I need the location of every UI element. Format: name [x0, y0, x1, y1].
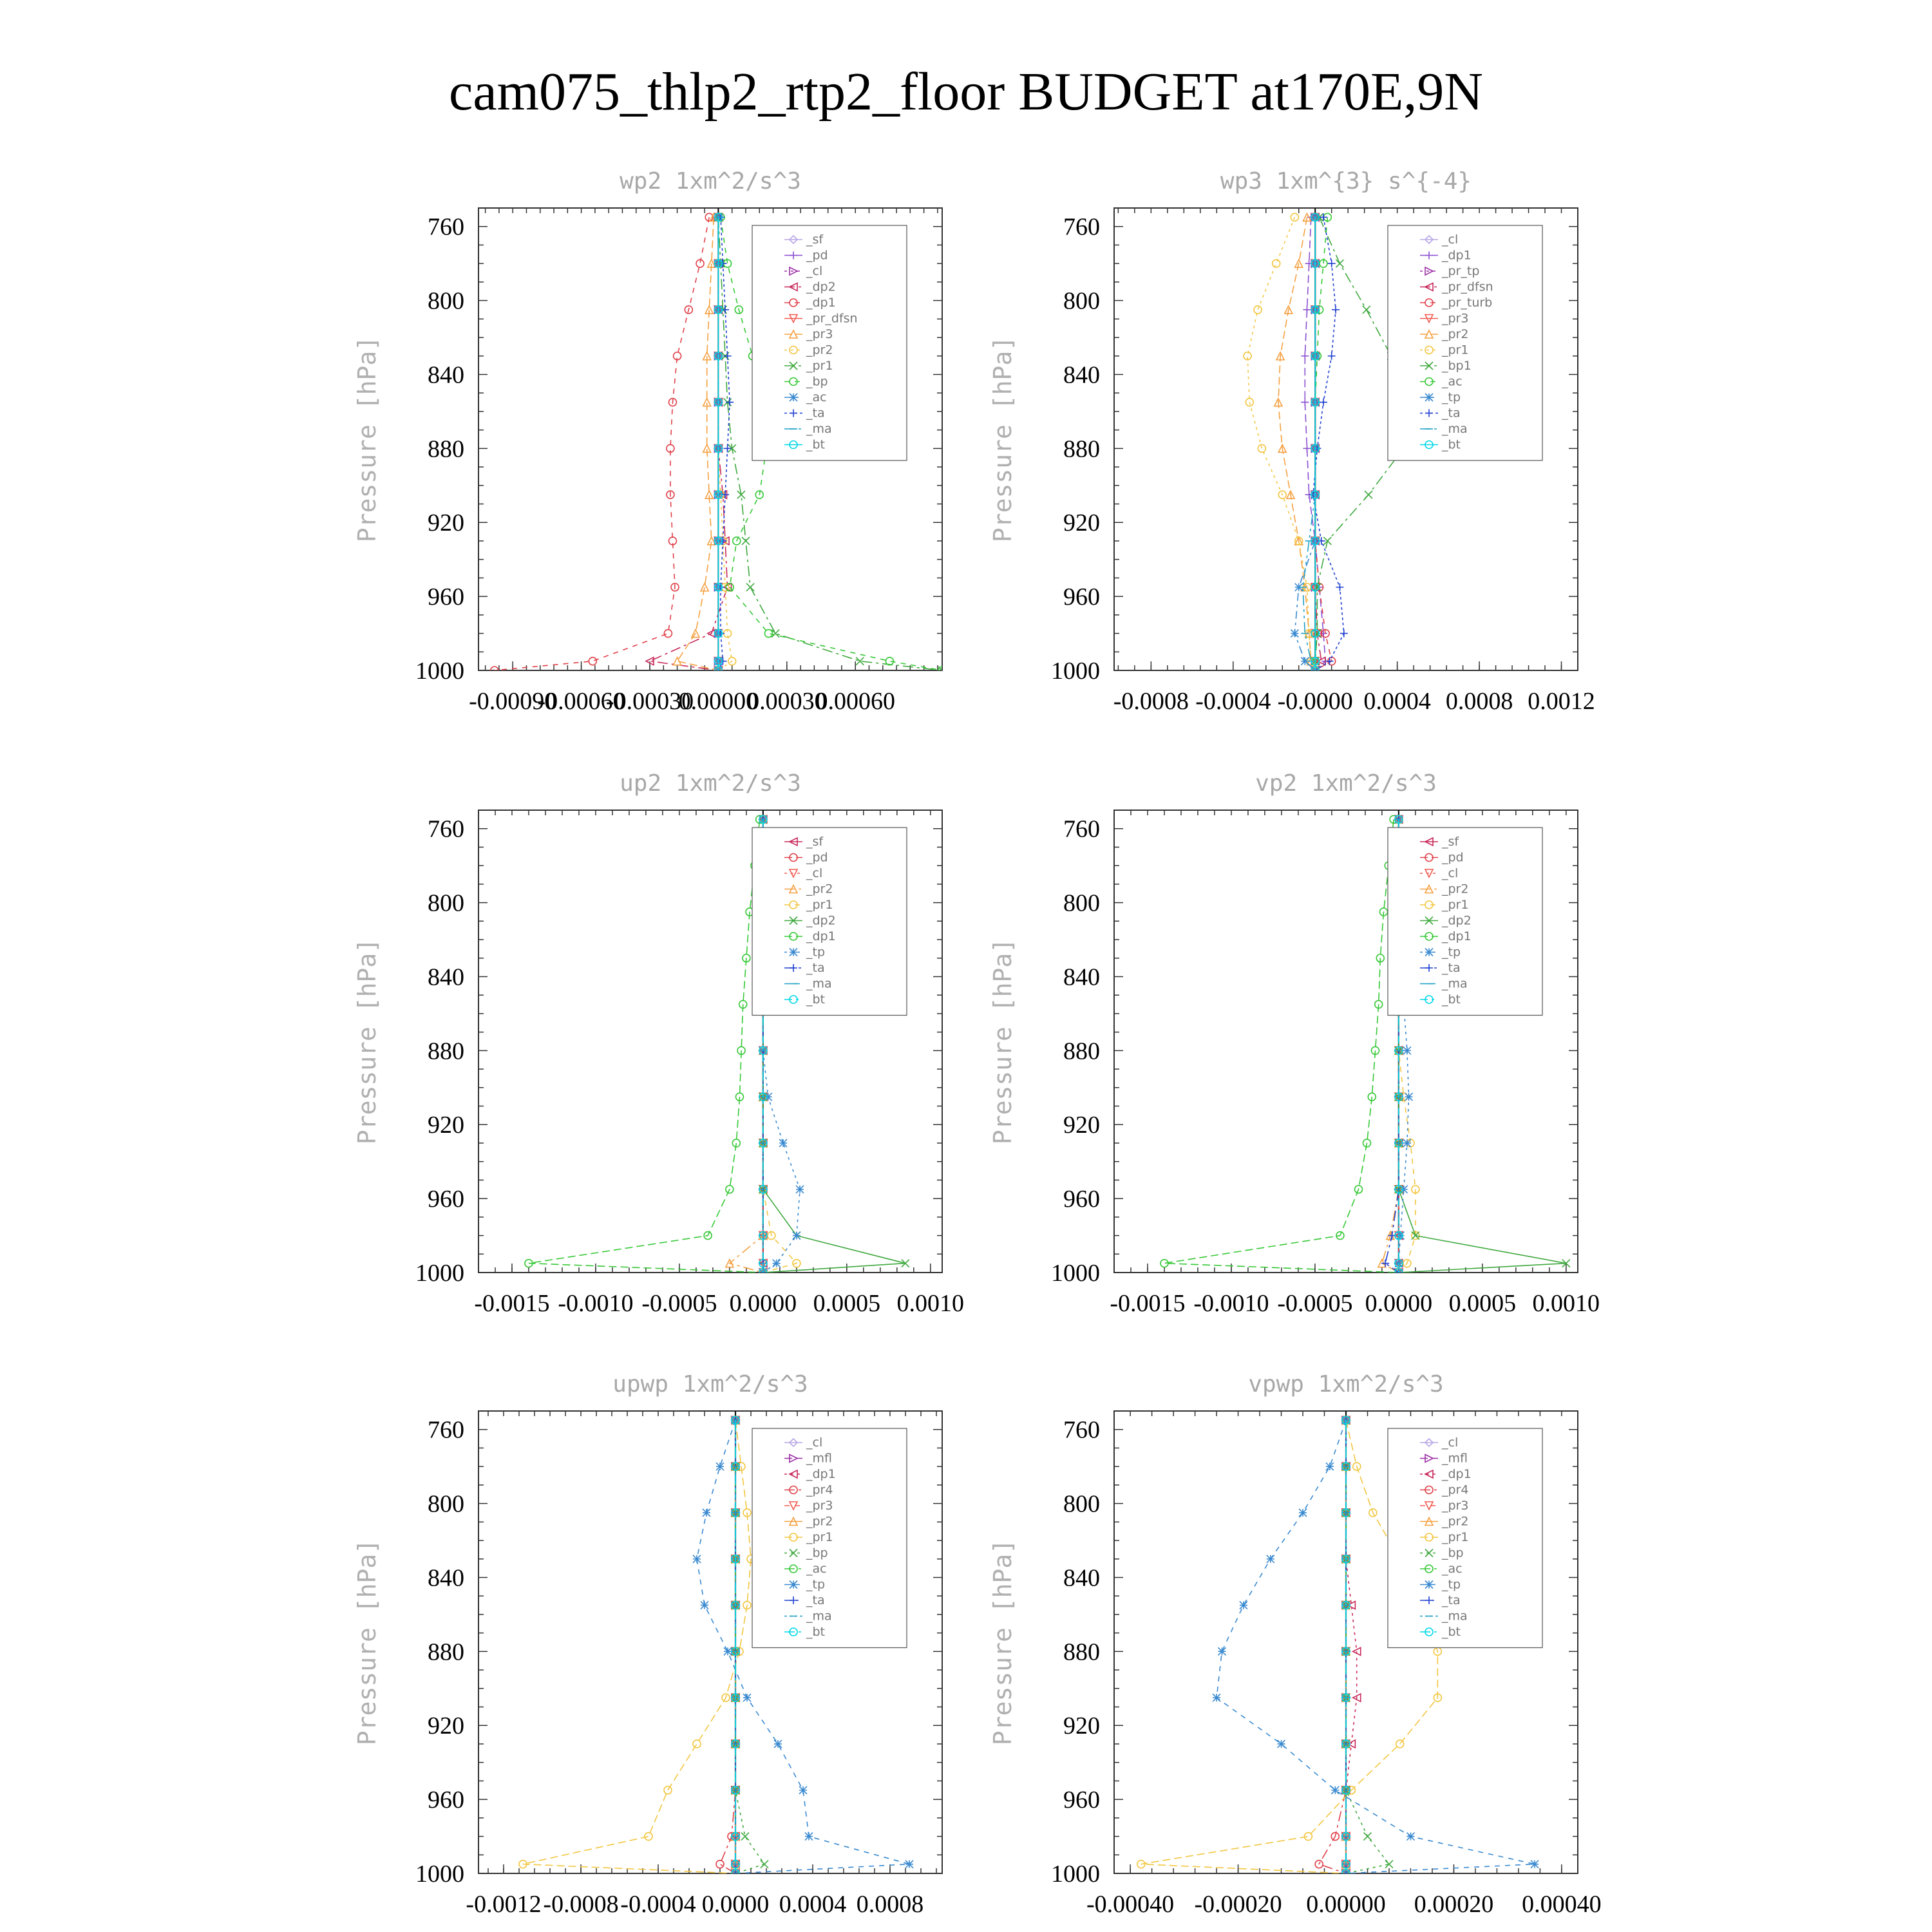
x-tick-label: -0.0010: [1193, 1290, 1269, 1317]
data-point: [645, 1833, 652, 1841]
data-point: [793, 1232, 800, 1240]
legend-entry: _dp1: [806, 1467, 836, 1481]
legend-entry: _pr1: [806, 1530, 833, 1544]
y-tick-label: 760: [1063, 815, 1100, 843]
y-tick-label: 800: [428, 889, 464, 917]
legend-entry: _bp: [1442, 1546, 1464, 1560]
data-point: [1363, 306, 1370, 314]
y-tick-label: 760: [428, 1416, 464, 1444]
series-line-pr4: [720, 1420, 735, 1873]
legend-entry: _pr2: [1442, 1514, 1469, 1529]
x-tick-label: -0.0005: [1277, 1290, 1353, 1317]
data-point: [779, 1139, 787, 1147]
x-tick-label: -0.0015: [1110, 1290, 1186, 1317]
panel-1: [353, 168, 946, 715]
data-point: [761, 1861, 768, 1868]
legend-entry: _ta: [1442, 961, 1461, 975]
x-tick-label: 0.0000: [1365, 1290, 1433, 1317]
legend-entry: _pr1: [806, 898, 833, 912]
data-point: [1258, 444, 1265, 452]
panel-title: vp2 1xm^2/s^3: [1255, 770, 1437, 797]
legend-entry: _ac: [1442, 374, 1463, 389]
x-tick-label: -0.00060: [537, 688, 625, 715]
legend-entry: _pd: [806, 850, 828, 865]
y-tick-label: 880: [428, 1638, 464, 1666]
data-point: [1273, 260, 1280, 267]
legend-entry: _bt: [1442, 992, 1461, 1007]
y-tick-label: 760: [428, 213, 464, 241]
legend-entry: _sf: [806, 835, 824, 849]
data-point: [1303, 306, 1311, 314]
legend-entry: _tp: [1442, 1577, 1461, 1592]
x-tick-label: -0.0008: [543, 1891, 619, 1918]
legend-entry: _pr2: [1442, 882, 1469, 896]
series-line-dp2: [650, 217, 728, 670]
data-point: [693, 1740, 701, 1748]
legend-entry: _pr_tp: [1442, 264, 1480, 278]
legend-entry: _sf: [806, 232, 824, 247]
figure-title: cam075_thlp2_rtp2_floor BUDGET at170E,9N: [449, 62, 1483, 122]
y-tick-label: 800: [1063, 889, 1100, 917]
panel-2: [989, 168, 1595, 715]
x-tick-label: 0.0010: [1532, 1290, 1600, 1317]
legend-entry: _pr1: [1442, 343, 1469, 357]
data-point: [1328, 352, 1336, 360]
legend-entry: _pd: [806, 248, 828, 263]
legend-entry: _bt: [1442, 437, 1461, 452]
legend-entry: _dp1: [1442, 1467, 1472, 1481]
legend-entry: _ma: [1442, 1609, 1468, 1624]
x-tick-label: -0.00040: [1086, 1891, 1175, 1918]
panel-3: [353, 770, 964, 1317]
legend-entry: _pr4: [1442, 1482, 1469, 1497]
x-tick-label: 0.00040: [1522, 1891, 1602, 1918]
legend-marker: [790, 393, 797, 401]
series-line-pr2: [1278, 217, 1315, 670]
x-tick-label: 0.0012: [1528, 688, 1595, 715]
data-point: [743, 1694, 751, 1701]
x-tick-label: 0.00000: [678, 688, 759, 715]
x-tick-label: 0.0004: [779, 1891, 847, 1918]
x-tick-label: -0.0000: [1277, 688, 1353, 715]
y-tick-label: 960: [1063, 1786, 1100, 1814]
panel-title: vpwp 1xm^2/s^3: [1248, 1371, 1444, 1397]
series-line-dp1: [529, 819, 763, 1273]
legend-entry: _pr3: [806, 1499, 833, 1513]
data-point: [589, 658, 596, 665]
y-tick-label: 880: [1063, 435, 1100, 463]
data-point: [716, 1861, 724, 1868]
data-point: [746, 583, 754, 591]
y-tick-label: 920: [1063, 509, 1100, 537]
data-point: [1332, 306, 1340, 314]
x-tick-label: -0.0012: [466, 1891, 542, 1918]
legend-entry: _ma: [1442, 422, 1468, 436]
series-line-pr3: [677, 217, 719, 670]
y-tick-label: 920: [428, 509, 464, 537]
panel-title: wp2 1xm^2/s^3: [620, 168, 801, 194]
data-point: [774, 1740, 782, 1748]
legend-entry: _dp2: [806, 913, 836, 928]
legend-entry: _cl: [806, 1435, 823, 1450]
y-tick-label: 920: [1063, 1112, 1100, 1139]
x-tick-label: 0.0000: [701, 1891, 770, 1918]
legend-entry: _pr1: [1442, 898, 1469, 912]
legend-entry: _dp2: [806, 279, 836, 294]
x-tick-label: -0.0004: [1195, 688, 1271, 715]
legend-entry: _pr3: [1442, 311, 1469, 326]
legend-entry: _pd: [1442, 850, 1464, 865]
y-tick-label: 1000: [415, 1260, 464, 1287]
y-tick-label: 1000: [1051, 1861, 1100, 1888]
x-tick-label: 0.00030: [747, 688, 827, 715]
data-point: [1336, 583, 1343, 591]
legend-entry: _cl: [1442, 866, 1459, 880]
legend-entry: _pr4: [806, 1482, 833, 1497]
legend-entry: _bp: [806, 374, 828, 389]
legend-entry: _cl: [1442, 1435, 1459, 1450]
panel-title: wp3 1xm^{3} s^{-4}: [1220, 168, 1472, 194]
data-point: [1336, 260, 1343, 267]
y-tick-label: 840: [1063, 963, 1100, 991]
x-tick-label: -0.00030: [605, 688, 694, 715]
y-axis-label: Pressure [hPa]: [989, 336, 1017, 543]
data-point: [905, 1861, 913, 1868]
legend-entry: _dp2: [1442, 913, 1472, 928]
legend-entry: _ma: [806, 422, 832, 436]
panel-title: up2 1xm^2/s^3: [620, 770, 801, 797]
data-point: [764, 630, 772, 638]
y-tick-label: 920: [428, 1712, 464, 1740]
x-tick-label: -0.00090: [469, 688, 557, 715]
y-tick-label: 1000: [415, 658, 464, 685]
data-point: [1213, 1694, 1220, 1701]
y-tick-label: 840: [428, 1564, 464, 1592]
y-tick-label: 800: [428, 287, 464, 315]
legend-entry: _bp: [806, 1546, 828, 1560]
data-point: [1353, 1647, 1361, 1655]
legend-entry: _ma: [806, 976, 832, 991]
legend-entry: _bt: [1442, 1625, 1461, 1639]
legend-entry: _tp: [1442, 390, 1461, 404]
data-point: [796, 1186, 804, 1193]
legend-entry: _cl: [806, 264, 823, 278]
legend-entry: _mfl: [806, 1451, 832, 1466]
y-tick-label: 880: [1063, 1638, 1100, 1666]
data-point: [1331, 1786, 1339, 1794]
data-point: [1254, 306, 1262, 314]
legend-entry: _pr1: [806, 359, 833, 373]
legend-entry: _pr1: [1442, 1530, 1469, 1544]
legend-entry: _tp: [806, 1577, 826, 1592]
data-point: [773, 1260, 781, 1267]
legend-entry: _mfl: [1442, 1451, 1468, 1466]
legend-entry: _pr2: [806, 343, 833, 357]
y-tick-label: 920: [1063, 1712, 1100, 1740]
data-point: [703, 1509, 710, 1517]
y-tick-label: 1000: [415, 1861, 464, 1888]
y-tick-label: 840: [1063, 361, 1100, 389]
legend-entry: _bp1: [1442, 359, 1472, 373]
x-tick-label: 0.0010: [896, 1290, 965, 1317]
data-point: [1396, 1740, 1404, 1748]
series-line-dp1: [1346, 1420, 1357, 1873]
data-point: [1340, 630, 1348, 638]
y-axis-label: Pressure [hPa]: [353, 336, 381, 543]
legend-entry: _pr_turb: [1442, 296, 1493, 310]
legend-entry: _tp: [1442, 945, 1461, 960]
x-tick-label: 0.00020: [1414, 1891, 1494, 1918]
series-line-dp1: [1164, 819, 1399, 1273]
series-line-ta: [718, 217, 730, 670]
legend-entry: _bt: [806, 992, 826, 1007]
y-tick-label: 1000: [1051, 658, 1100, 685]
series-line-tp: [1294, 217, 1315, 670]
y-tick-label: 920: [428, 1112, 464, 1139]
legend-entry: _dp1: [1442, 248, 1472, 263]
legend-entry: _ta: [1442, 406, 1461, 421]
y-axis-label: Pressure [hPa]: [353, 1539, 381, 1746]
y-tick-label: 800: [1063, 1490, 1100, 1518]
data-point: [1363, 1833, 1371, 1841]
panel-5: [353, 1371, 942, 1918]
data-point: [664, 630, 672, 638]
series-line-pr4: [1319, 1420, 1346, 1873]
data-point: [799, 1786, 807, 1794]
legend-entry: _ac: [806, 1562, 827, 1576]
series-line-pr1: [523, 1420, 751, 1873]
legend-entry: _ta: [806, 406, 825, 421]
legend-entry: _pr2: [806, 1514, 833, 1529]
y-tick-label: 840: [428, 963, 464, 991]
data-point: [716, 1463, 724, 1470]
legend-marker: [790, 949, 797, 956]
y-tick-label: 880: [1063, 1037, 1100, 1065]
x-tick-label: -0.00020: [1194, 1891, 1282, 1918]
data-point: [724, 352, 732, 360]
data-point: [1365, 491, 1372, 498]
y-tick-label: 800: [428, 1490, 464, 1518]
y-tick-label: 960: [428, 1186, 464, 1213]
legend-entry: _ma: [1442, 976, 1468, 991]
data-point: [1278, 1740, 1285, 1748]
x-tick-label: 0.00060: [815, 688, 895, 715]
panel-title: upwp 1xm^2/s^3: [612, 1371, 808, 1397]
x-tick-label: 0.00000: [1306, 1891, 1386, 1918]
y-tick-label: 840: [1063, 1564, 1100, 1592]
data-point: [805, 1833, 813, 1841]
x-tick-label: 0.0005: [813, 1290, 881, 1317]
data-point: [724, 444, 732, 452]
y-tick-label: 760: [428, 815, 464, 843]
legend-marker: [1425, 1581, 1433, 1589]
panel-6: [989, 1371, 1602, 1918]
panel-4: [989, 770, 1600, 1317]
legend-entry: _pr2: [806, 882, 833, 896]
series-line-ma: [1303, 217, 1315, 670]
legend-entry: _ta: [1442, 1593, 1461, 1607]
x-tick-label: 0.0004: [1363, 688, 1431, 715]
y-tick-label: 760: [1063, 213, 1100, 241]
legend-entry: _ta: [806, 961, 825, 975]
data-point: [1301, 352, 1309, 360]
data-point: [693, 1555, 701, 1563]
legend-entry: _ma: [806, 1609, 832, 1624]
y-tick-label: 960: [1063, 1186, 1100, 1213]
data-point: [1403, 1046, 1411, 1054]
x-tick-label: -0.0004: [620, 1891, 696, 1918]
legend-entry: _pr_dfsn: [806, 311, 858, 326]
y-tick-label: 880: [428, 1037, 464, 1065]
y-axis-label: Pressure [hPa]: [989, 938, 1017, 1145]
legend-marker: [1425, 949, 1433, 956]
data-point: [1240, 1602, 1247, 1609]
data-point: [741, 1833, 749, 1841]
series-line-pr2: [718, 217, 732, 670]
x-tick-label: -0.0008: [1113, 688, 1189, 715]
data-point: [1326, 658, 1334, 665]
legend-entry: _ta: [806, 1593, 825, 1607]
legend-entry: _dp1: [806, 929, 836, 943]
y-tick-label: 840: [428, 361, 464, 389]
y-tick-label: 960: [428, 1786, 464, 1814]
legend-entry: _dp1: [806, 296, 836, 310]
data-point: [1299, 1509, 1307, 1517]
legend-entry: _ac: [1442, 1562, 1463, 1576]
legend-entry: _dp1: [1442, 929, 1472, 943]
legend-entry: _bt: [806, 437, 826, 452]
x-tick-label: 0.0000: [729, 1290, 797, 1317]
y-tick-label: 800: [1063, 287, 1100, 315]
data-point: [674, 658, 681, 665]
legend-entry: _sf: [1442, 835, 1459, 849]
y-tick-label: 880: [428, 435, 464, 463]
data-point: [1320, 399, 1327, 406]
series-line-dp1: [495, 217, 709, 670]
data-point: [724, 1647, 732, 1655]
y-axis-label: Pressure [hPa]: [989, 1539, 1017, 1746]
data-point: [1303, 444, 1311, 452]
y-tick-label: 960: [1063, 583, 1100, 611]
data-point: [1301, 399, 1309, 406]
data-point: [1326, 1463, 1334, 1470]
x-tick-label: 0.0005: [1448, 1290, 1517, 1317]
legend-marker: [1425, 393, 1433, 401]
data-point: [1405, 1093, 1412, 1101]
legend-entry: _pr_dfsn: [1442, 279, 1493, 294]
legend-entry: _ac: [806, 390, 827, 404]
data-point: [701, 1602, 708, 1609]
x-tick-label: 0.0008: [1445, 688, 1513, 715]
data-point: [726, 399, 734, 406]
data-point: [1403, 1139, 1411, 1147]
data-point: [701, 583, 708, 591]
x-tick-label: -0.0010: [558, 1290, 634, 1317]
data-point: [1291, 630, 1298, 638]
legend-entry: _pr3: [1442, 1499, 1469, 1513]
data-point: [1291, 213, 1298, 221]
data-point: [1267, 1555, 1274, 1563]
x-tick-label: -0.0005: [641, 1290, 717, 1317]
x-tick-label: 0.0008: [856, 1891, 924, 1918]
legend-entry: _pr3: [806, 327, 833, 341]
data-point: [1315, 1861, 1323, 1868]
data-point: [1328, 260, 1336, 267]
legend-entry: _bt: [806, 1625, 826, 1639]
data-point: [737, 491, 745, 498]
data-point: [1385, 1861, 1393, 1868]
legend-entry: _tp: [806, 945, 826, 960]
series-line-bp: [1346, 1420, 1389, 1873]
data-point: [1406, 1833, 1414, 1841]
legend-entry: _cl: [1442, 232, 1459, 247]
legend-marker: [790, 1581, 797, 1589]
y-tick-label: 960: [428, 583, 464, 611]
x-tick-label: -0.0015: [474, 1290, 550, 1317]
data-point: [1531, 1861, 1539, 1868]
y-tick-label: 760: [1063, 1416, 1100, 1444]
legend-entry: _cl: [806, 866, 823, 880]
legend-entry: _pr2: [1442, 327, 1469, 341]
y-axis-label: Pressure [hPa]: [353, 938, 381, 1145]
data-point: [742, 537, 750, 545]
series-line-pr1: [1247, 217, 1315, 670]
y-tick-label: 1000: [1051, 1260, 1100, 1287]
data-point: [1218, 1647, 1226, 1655]
